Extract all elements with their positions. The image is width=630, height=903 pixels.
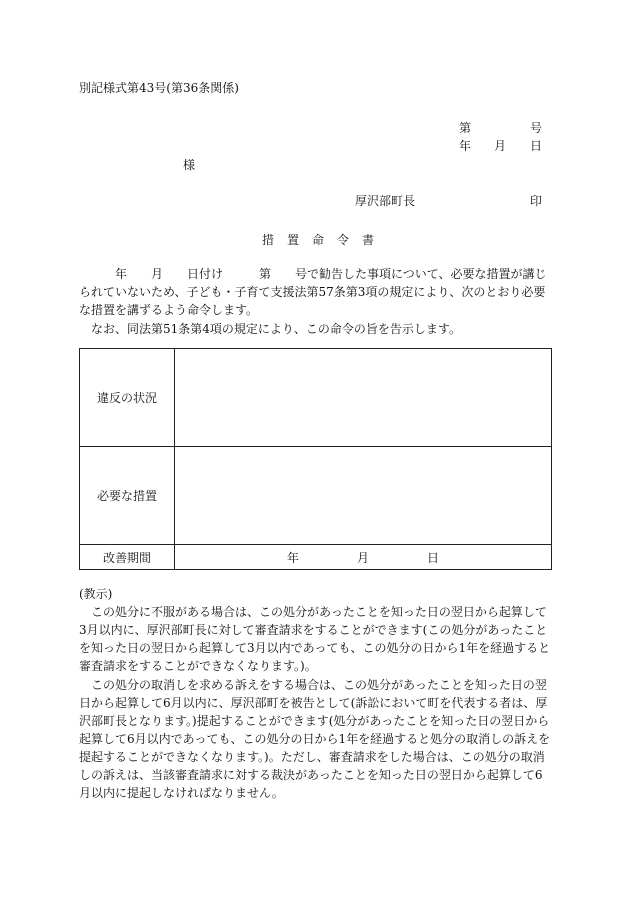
document-number-prefix: 第 [459, 121, 472, 135]
required-measures-field[interactable] [175, 447, 552, 545]
seal-mark: 印 [530, 194, 543, 208]
addressee-suffix: 様 [183, 158, 196, 172]
notice-paragraph-2: この処分の取消しを求める訴えをする場合は、この処分があったことを知った日の翌日から起算して6月以内に、厚沢部町を被告として(訴訟において町を代表する者は、厚沢部町長となります。)提起することができます(処分があったことを知った日の翌日から起算して6月以内であっても、この処分の日から1年を経過すると処分の取消しの訴えを提起することができなくなります。)。ただし、審査請求をした場合は、この処分の取消しの訴えは、当該審査請求に対する裁決があったことを知った日の翌日から起算して6月以内に提起しなければなりません。 [79, 678, 551, 800]
period-day: 日 [427, 550, 440, 565]
improvement-period-field[interactable] [175, 545, 552, 570]
document-title: 措置命令書 [262, 233, 388, 247]
issue-date-month: 月 [494, 139, 507, 153]
required-measures-label: 必要な措置 [80, 447, 175, 545]
notice-paragraph-1: この処分に不服がある場合は、この処分があったことを知った日の翌日から起算して3月以内に、厚沢部町長に対して審査請求をすることができます(この処分があったことを知った日の翌日から起算して3月以内であっても、この処分の日から1年を経過すると審査請求をすることができなくなります。)。 [79, 605, 551, 673]
document-number-suffix: 号 [530, 121, 543, 135]
issue-date-year: 年 [459, 139, 472, 153]
issue-date-day: 日 [530, 139, 543, 153]
notice-heading: (教示) [79, 587, 113, 601]
table-row [80, 447, 552, 545]
period-year: 年 [286, 550, 299, 565]
improvement-period-label: 改善期間 [80, 545, 175, 570]
measures-table [79, 348, 552, 570]
table-row [80, 349, 552, 447]
issuer-name: 厚沢部町長 [355, 194, 416, 208]
form-label: 別記様式第43号(第36条関係) [79, 81, 239, 95]
violation-status-label: 違反の状況 [80, 349, 175, 447]
violation-status-field[interactable] [175, 349, 552, 447]
period-month: 月 [356, 550, 369, 565]
improvement-period-date [175, 549, 551, 566]
body-paragraph-1: 年 月 日付け 第 号で勧告した事項について、必要な措置が講じられていないため、子ども・子育て支援法第57条第3項の規定により、次のとおり必要な措置を講ずるよう命令します。 [79, 267, 547, 317]
body-paragraph-2: なお、同法第51条第4項の規定により、この命令の旨を告示します。 [79, 322, 461, 336]
table-row [80, 545, 552, 570]
